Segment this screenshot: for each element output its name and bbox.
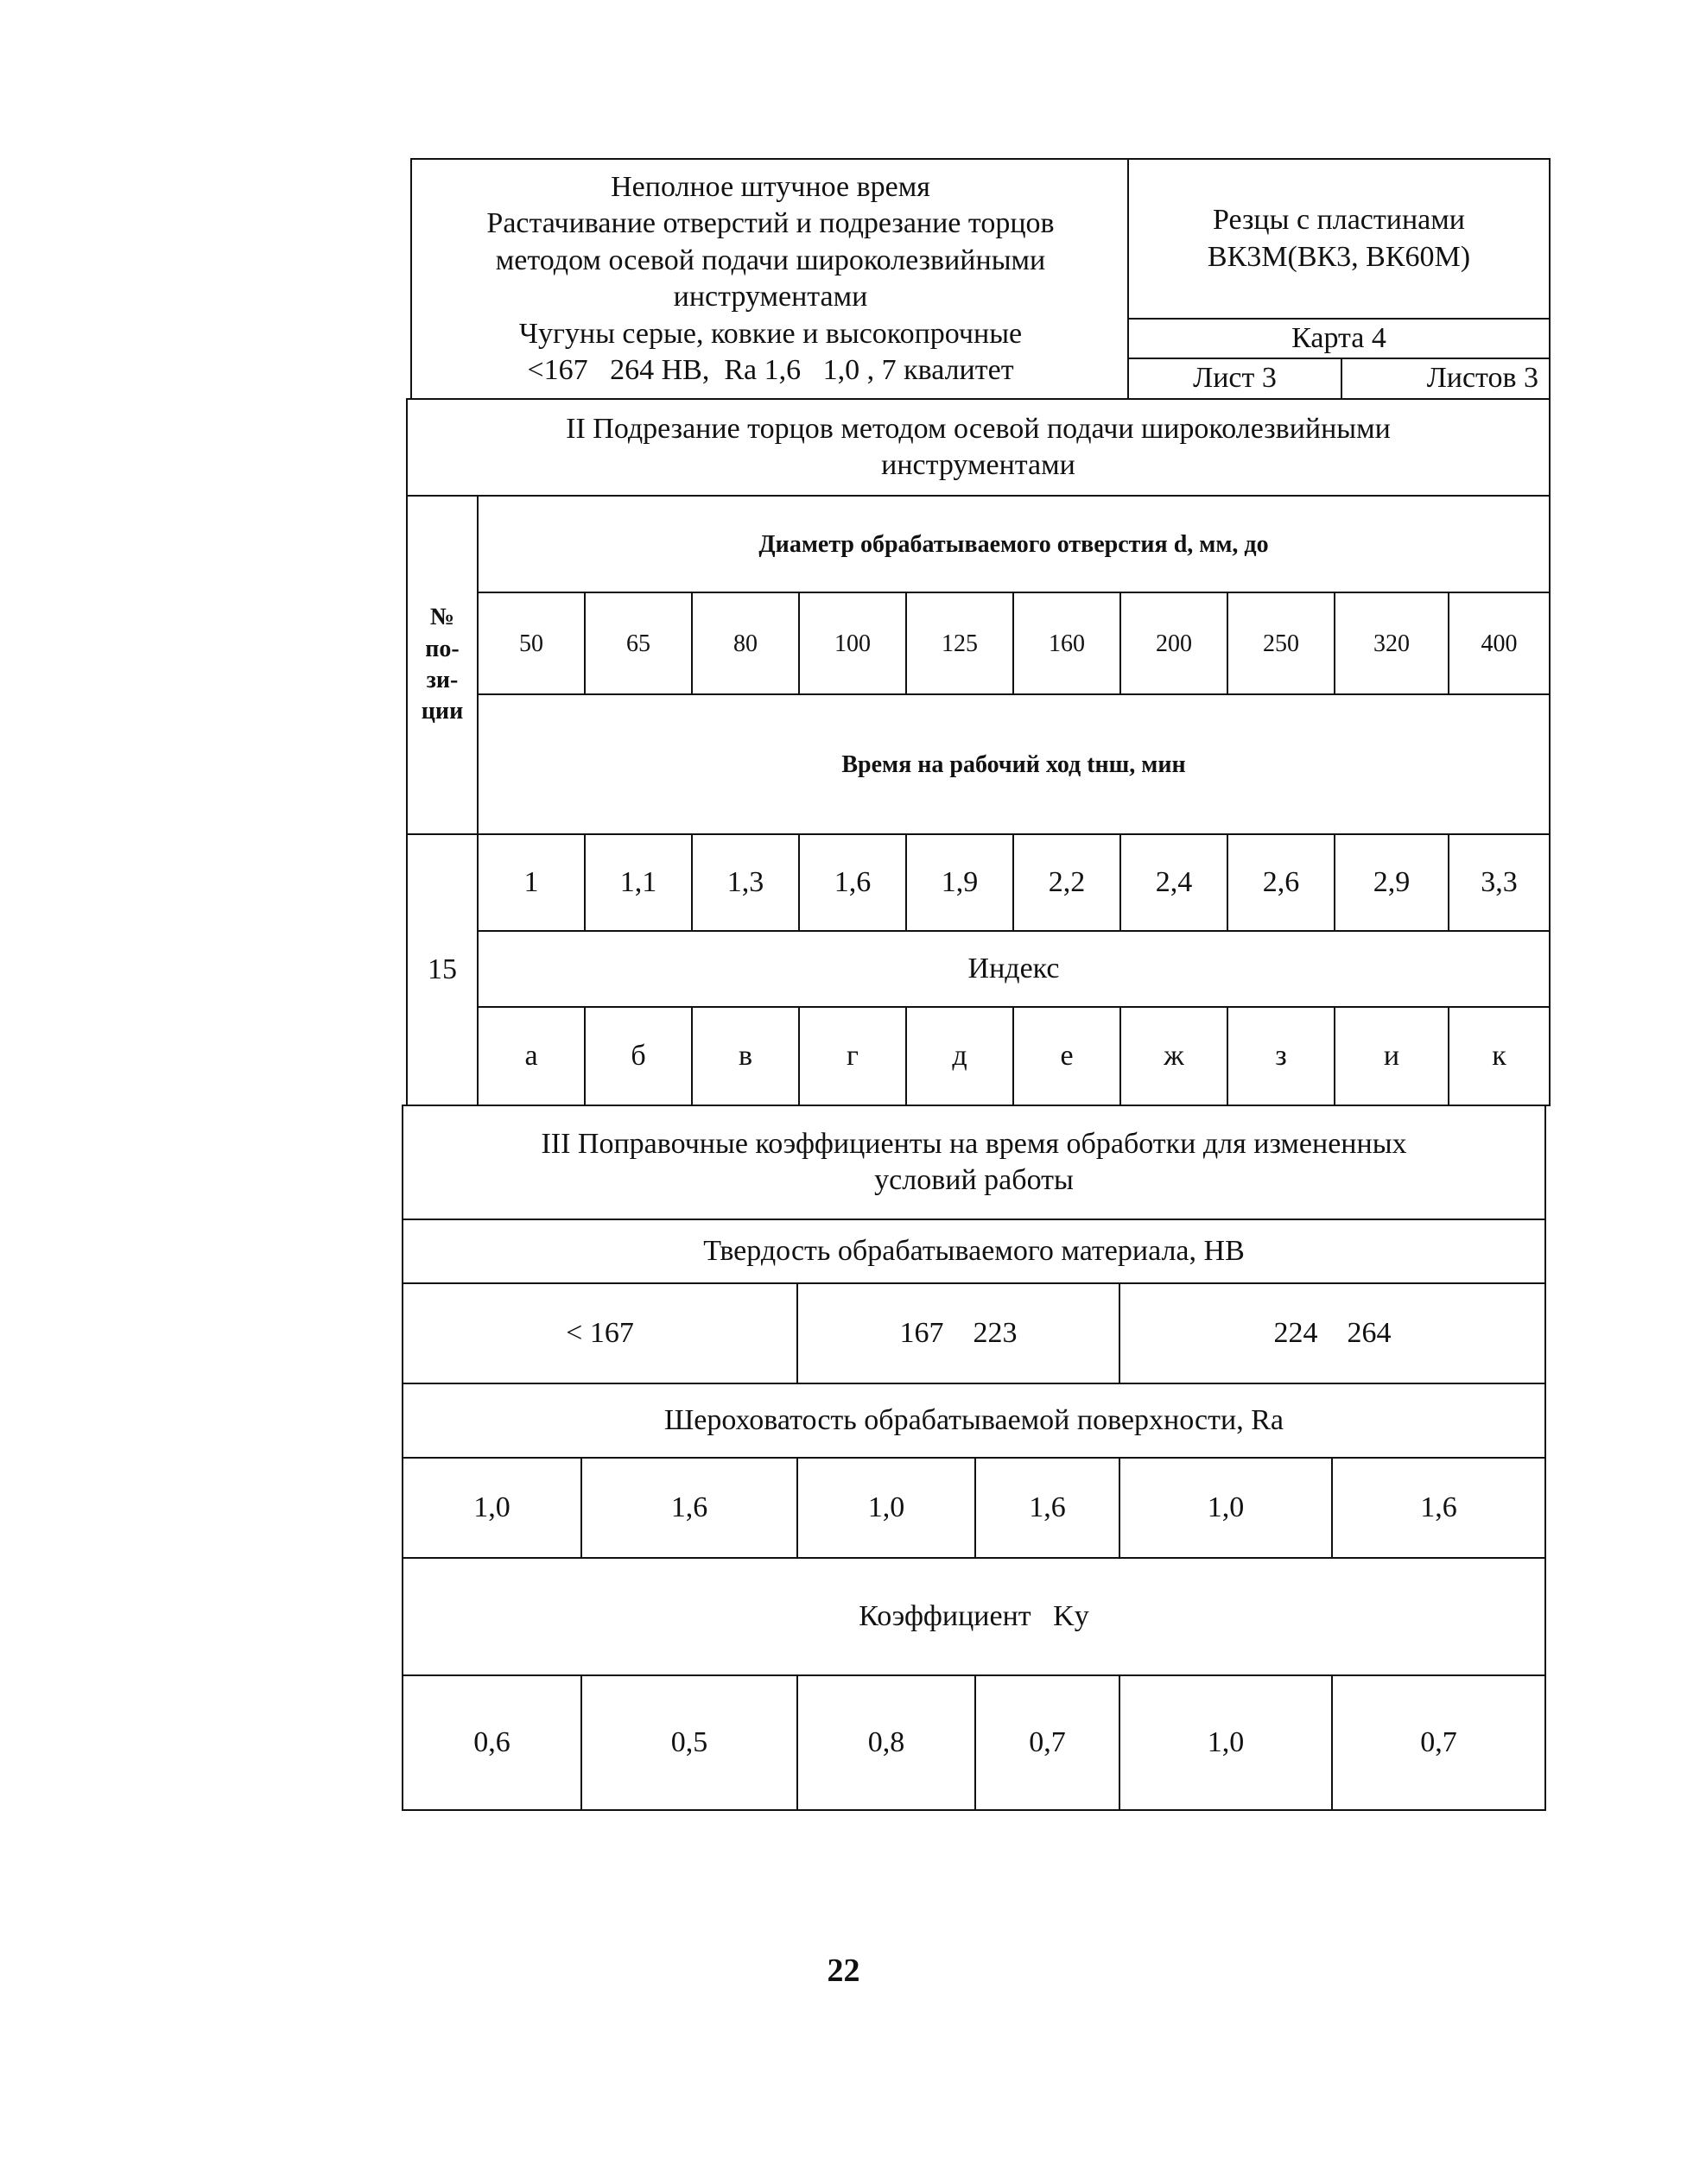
coefficient-value: 0,5 <box>670 1725 708 1758</box>
coefficient-value: 0,7 <box>1420 1725 1457 1758</box>
hardness-value: < 167 <box>566 1316 634 1349</box>
section-title-line: II Подрезание торцов методом осевой подачи широколезвийными <box>566 412 1391 445</box>
diameter-value: 125 <box>942 630 978 657</box>
section-title-line: III Поправочные коэффициенты на время обработки для измененных <box>541 1127 1407 1160</box>
tool-description <box>1129 160 1549 318</box>
document-title <box>412 160 1129 398</box>
index-value: и <box>1383 1039 1400 1072</box>
title-line: Чугуны серые, ковкие и высокопрочные <box>518 317 1023 350</box>
title-line: инструментами <box>673 281 868 313</box>
coefficient-value: 0,6 <box>473 1725 511 1758</box>
position-number: 15 <box>428 953 457 985</box>
time-header: Время на рабочий ход tнш, мин <box>841 750 1186 778</box>
position-header-line: ции <box>421 698 464 725</box>
section-ii-block <box>406 398 1551 1106</box>
title-line: Неполное штучное время <box>611 170 930 203</box>
diameter-value: 200 <box>1156 630 1192 657</box>
index-value: в <box>738 1039 753 1072</box>
title-line: Растачивание отверстий и подрезание торцов <box>486 207 1055 239</box>
coefficient-value: 0,8 <box>867 1725 905 1758</box>
page-number: 22 <box>827 1953 860 1989</box>
position-header-line: зи- <box>426 667 459 693</box>
index-value: ж <box>1164 1039 1184 1072</box>
diameter-value: 80 <box>733 630 758 657</box>
index-value: е <box>1060 1039 1074 1072</box>
index-value: а <box>524 1039 538 1072</box>
section-iii-title <box>403 1106 1544 1219</box>
diameter-header: Диаметр обрабатываемого отверстия d, мм, до <box>758 530 1269 558</box>
diameter-value: 250 <box>1263 630 1299 657</box>
roughness-value: 1,6 <box>1029 1491 1066 1523</box>
coefficient-value: 0,7 <box>1029 1725 1066 1758</box>
time-value: 2,2 <box>1048 865 1086 898</box>
index-value: д <box>952 1039 967 1072</box>
time-value: 1,3 <box>726 865 764 898</box>
section-title-line: условий работы <box>874 1164 1074 1196</box>
hardness-header: Твердость обрабатываемого материала, НВ <box>703 1234 1245 1267</box>
position-header-line: № <box>429 604 455 631</box>
sheet-number: Лист 3 <box>1193 362 1277 395</box>
position-header <box>408 497 477 833</box>
coefficient-header: Коэффициент Kу <box>859 1599 1089 1632</box>
roughness-value: 1,6 <box>670 1491 708 1523</box>
diameter-value: 160 <box>1049 630 1085 657</box>
time-value: 1,6 <box>834 865 872 898</box>
time-value: 1,9 <box>941 865 979 898</box>
roughness-value: 1,0 <box>473 1491 511 1523</box>
tool-line: Резцы с пластинами <box>1213 204 1465 236</box>
roughness-value: 1,0 <box>867 1491 905 1523</box>
roughness-value: 1,6 <box>1420 1491 1457 1523</box>
time-value: 3,3 <box>1481 865 1518 898</box>
diameter-value: 320 <box>1373 630 1410 657</box>
hardness-value: 224 264 <box>1273 1316 1392 1349</box>
time-value: 2,9 <box>1373 865 1411 898</box>
coefficient-value: 1,0 <box>1207 1725 1245 1758</box>
time-value: 1 <box>523 865 539 898</box>
time-value: 1,1 <box>619 865 657 898</box>
tool-line: ВК3М(ВК3, ВК60М) <box>1207 240 1471 273</box>
section-title-line: инструментами <box>881 449 1075 481</box>
position-header-line: по- <box>425 635 460 662</box>
index-value: к <box>1492 1039 1506 1072</box>
diameter-value: 65 <box>626 630 650 657</box>
header-block <box>410 158 1551 400</box>
roughness-header: Шероховатость обрабатываемой поверхности, Ra <box>664 1403 1284 1436</box>
index-header: Индекс <box>967 952 1060 984</box>
diameter-value: 100 <box>834 630 871 657</box>
hardness-value: 167 223 <box>899 1316 1018 1349</box>
card-number: Карта 4 <box>1291 321 1386 354</box>
index-value: б <box>631 1039 646 1072</box>
roughness-value: 1,0 <box>1207 1491 1245 1523</box>
diameter-value: 400 <box>1481 630 1518 657</box>
index-value: з <box>1275 1039 1287 1072</box>
time-value: 2,4 <box>1155 865 1193 898</box>
section-ii-title <box>408 400 1549 495</box>
section-iii-block <box>402 1105 1546 1811</box>
index-value: г <box>847 1039 859 1072</box>
time-value: 2,6 <box>1262 865 1300 898</box>
title-line: методом осевой подачи широколезвийными <box>495 244 1046 276</box>
title-line: <167 264 НВ, Ra 1,6 1,0 , 7 квалитет <box>527 354 1014 386</box>
sheet-count: Листов 3 <box>1426 362 1538 395</box>
diameter-value: 50 <box>519 630 543 657</box>
